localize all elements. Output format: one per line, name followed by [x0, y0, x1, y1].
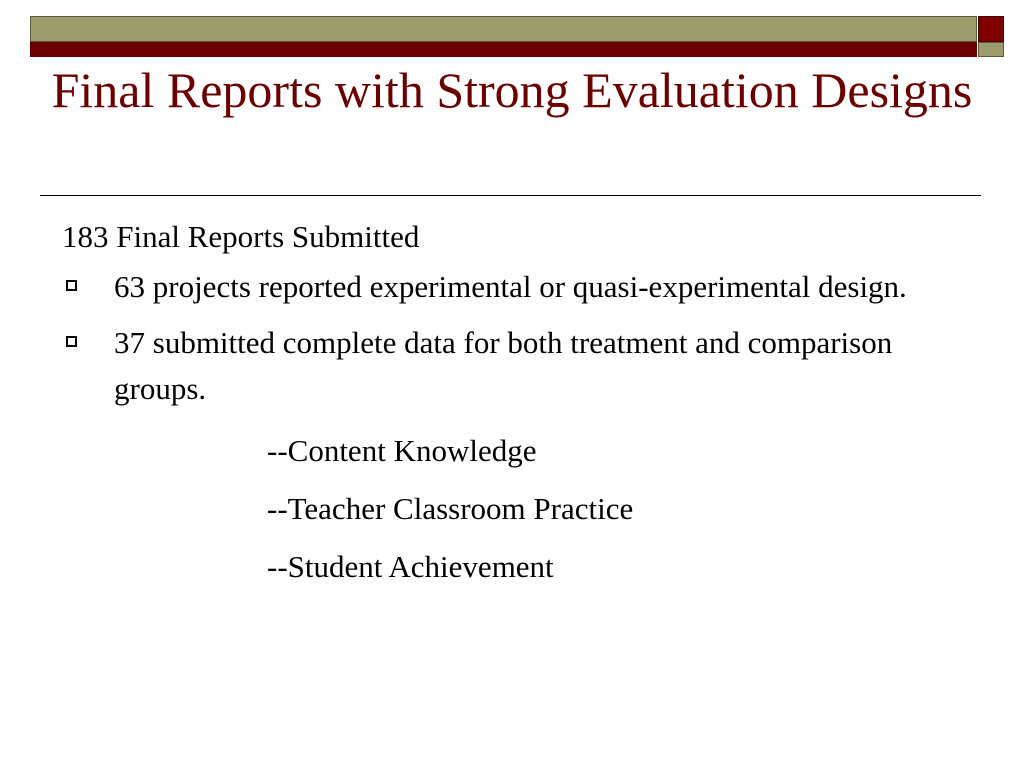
corner-square-maroon [978, 16, 1004, 42]
top-decorative-bar-olive [30, 16, 977, 42]
sub-item: --Student Achievement [267, 549, 554, 584]
top-decorative-bar-maroon [30, 42, 977, 57]
slide-body [62, 214, 962, 596]
bullet-item [62, 264, 962, 310]
corner-square-olive [978, 42, 1004, 57]
slide-title: Final Reports with Strong Evaluation Designs [51, 62, 973, 118]
intro-line: 183 Final Reports Submitted [62, 219, 420, 254]
hollow-square-icon [66, 336, 77, 347]
bullet-text: 37 submitted complete data for both treatment and comparison groups. [114, 325, 893, 406]
sub-item: --Content Knowledge [267, 433, 537, 468]
bullet-list [62, 264, 962, 412]
title-divider [40, 195, 981, 196]
sub-item: --Teacher Classroom Practice [267, 491, 634, 526]
bullet-item [62, 320, 962, 412]
hollow-square-icon [66, 280, 77, 291]
bullet-text: 63 projects reported experimental or quasi-experimental design. [114, 269, 907, 304]
